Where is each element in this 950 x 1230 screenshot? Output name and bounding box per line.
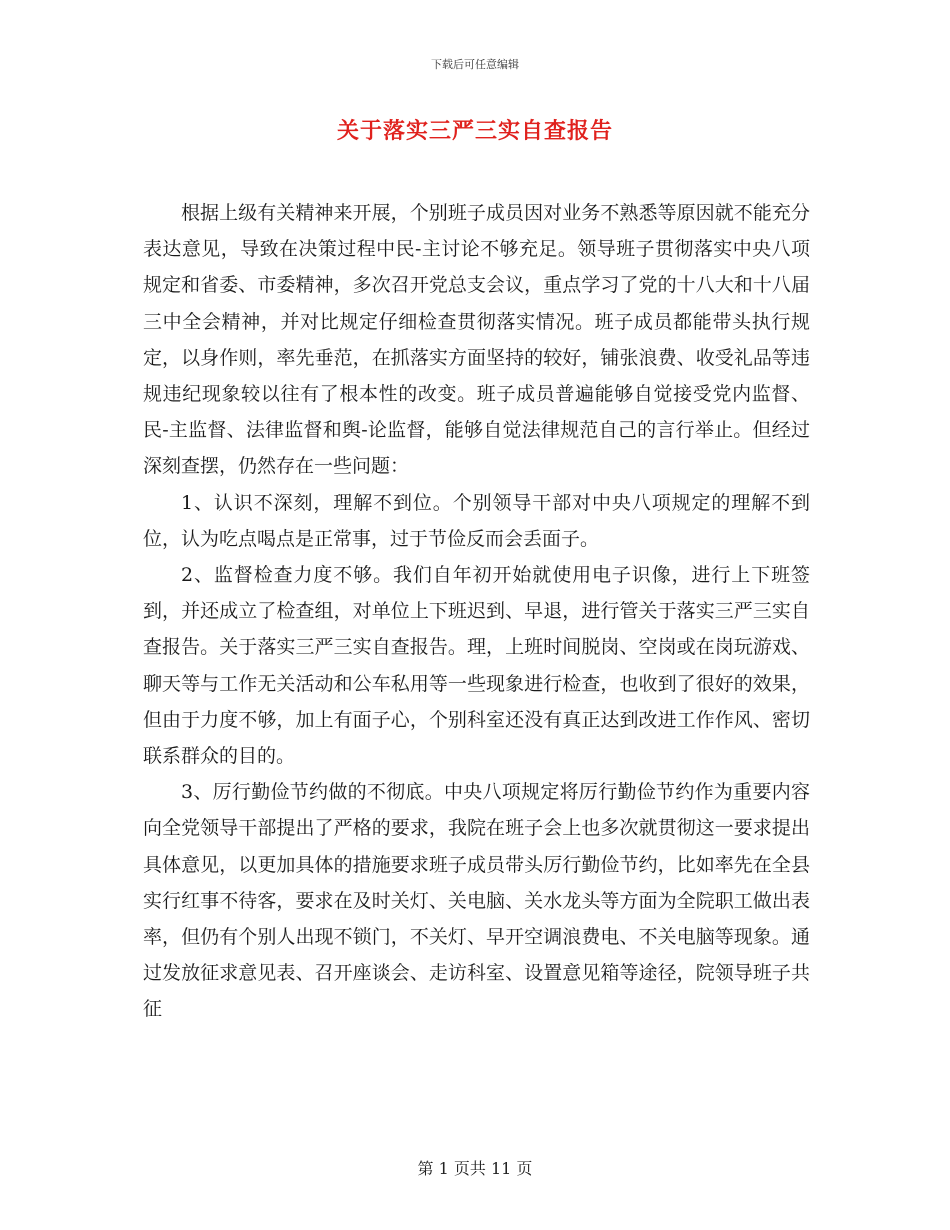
paragraph-item-2: 2、监督检查力度不够。我们自年初开始就使用电子识像，进行上下班签到，并还成立了检查组，对单位上下班迟到、早退，进行管关于落实三严三实自查报告。关于落实三严三实自查报告。理，上班时间脱岗、空岗或在岗玩游戏、聊天等与工作无关活动和公车私用等一些现象进行检查，也收到了很好的效果，但由于力度不够，加上有面子心，个别科室还没有真正达到改进工作作风、密切联系群众的目的。 bbox=[143, 564, 810, 768]
document-title: 关于落实三严三实自查报告 bbox=[336, 118, 613, 144]
paragraph-item-1: 1、认识不深刻，理解不到位。个别领导干部对中央八项规定的理解不到位，认为吃点喝点是正常事，过于节俭反而会丢面子。 bbox=[143, 491, 810, 550]
header-note: 下载后可任意编辑 bbox=[431, 58, 519, 71]
document-body bbox=[143, 195, 810, 1028]
paragraph-item-3: 3、厉行勤俭节约做的不彻底。中央八项规定将厉行勤俭节约作为重要内容向全党领导干部提出了严格的要求，我院在班子会上也多次就贯彻这一要求提出具体意见，以更加具体的措施要求班子成员带头厉行勤俭节约，比如率先在全县实行红事不待客，要求在及时关灯、关电脑、关水龙头等方面为全院职工做出表率，但仍有个别人出现不锁门，不关灯、早开空调浪费电、不关电脑等现象。通过发放征求意见表、召开座谈会、走访科室、设置意见箱等途径，院领导班子共征 bbox=[143, 781, 810, 1021]
paragraph-intro: 根据上级有关精神来开展，个别班子成员因对业务不熟悉等原因就不能充分表达意见，导致在决策过程中民-主讨论不够充足。领导班子贯彻落实中央八项规定和省委、市委精神，多次召开党总支会议，重点学习了党的十八大和十八届三中全会精神，并对比规定仔细检查贯彻落实情况。班子成员都能带头执行规定，以身作则，率先垂范，在抓落实方面坚持的较好，铺张浪费、收受礼品等违规违纪现象较以往有了根本性的改变。班子成员普遍能够自觉接受党内监督、民-主监督、法律监督和舆-论监督，能够自觉法律规范自己的言行举止。但经过深刻查摆，仍然存在一些问题： bbox=[143, 202, 810, 478]
page-number-footer: 第 1 页共 11 页 bbox=[417, 1159, 533, 1178]
